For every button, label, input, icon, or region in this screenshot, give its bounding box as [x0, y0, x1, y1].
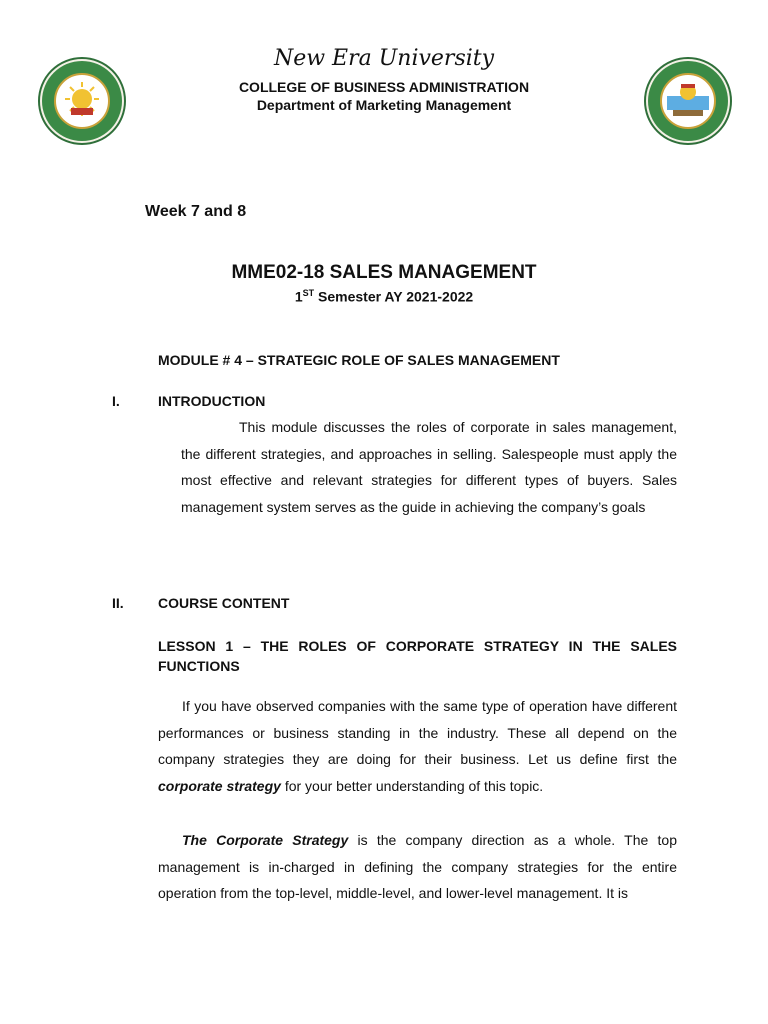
semester-line — [0, 288, 768, 305]
department-name: Department of Marketing Management — [256, 97, 512, 113]
week-label: Week 7 and 8 — [145, 203, 247, 220]
college-name: COLLEGE OF BUSINESS ADMINISTRATION — [238, 79, 530, 95]
section-heading-content: COURSE CONTENT — [158, 595, 290, 611]
paragraph1-text: If you have observed companies with the same type of operation have different performances or business standing in the industry. These all depend on the company strategies they are doing for their business. Let us define first the — [158, 698, 677, 767]
section-heading-intro: INTRODUCTION — [158, 393, 266, 409]
semester-suffix: ST — [302, 288, 315, 298]
intro-paragraph: This module discusses the roles of corporate in sales management, the different strategies, and approaches in selling. Salespeople must apply the most effective and relevant strategies for different types of buyers. Sales management system serves as the guide in achieving the company’s goals — [181, 419, 677, 515]
module-title: MODULE # 4 – STRATEGIC ROLE OF SALES MANAGEMENT — [158, 352, 560, 368]
paragraph2-emphasis: The Corporate Strategy — [182, 832, 349, 848]
paragraph-corporate-strategy-definition — [158, 827, 677, 907]
section-numeral-intro: I. — [112, 393, 120, 409]
paragraph1-text-end: for your better understanding of this topic. — [280, 777, 544, 794]
university-name: New Era University — [273, 46, 495, 71]
semester-number: 1 — [294, 288, 303, 305]
semester-text: Semester AY 2021-2022 — [314, 288, 474, 305]
paragraph2-text: is the company direction as a whole. The top management is in-charged in defining the company strategies for the entire operation from the top-level, middle-level, and lower-level management. It is — [158, 832, 677, 901]
section-numeral-content: II. — [112, 595, 124, 611]
course-title: MME02-18 SALES MANAGEMENT — [231, 262, 537, 283]
paragraph-corporate-strategy-intro — [158, 693, 677, 799]
paragraph1-emphasis: corporate strategy — [158, 777, 281, 794]
lesson-title: LESSON 1 – THE ROLES OF CORPORATE STRATEGY IN THE SALES FUNCTIONS — [158, 638, 677, 674]
